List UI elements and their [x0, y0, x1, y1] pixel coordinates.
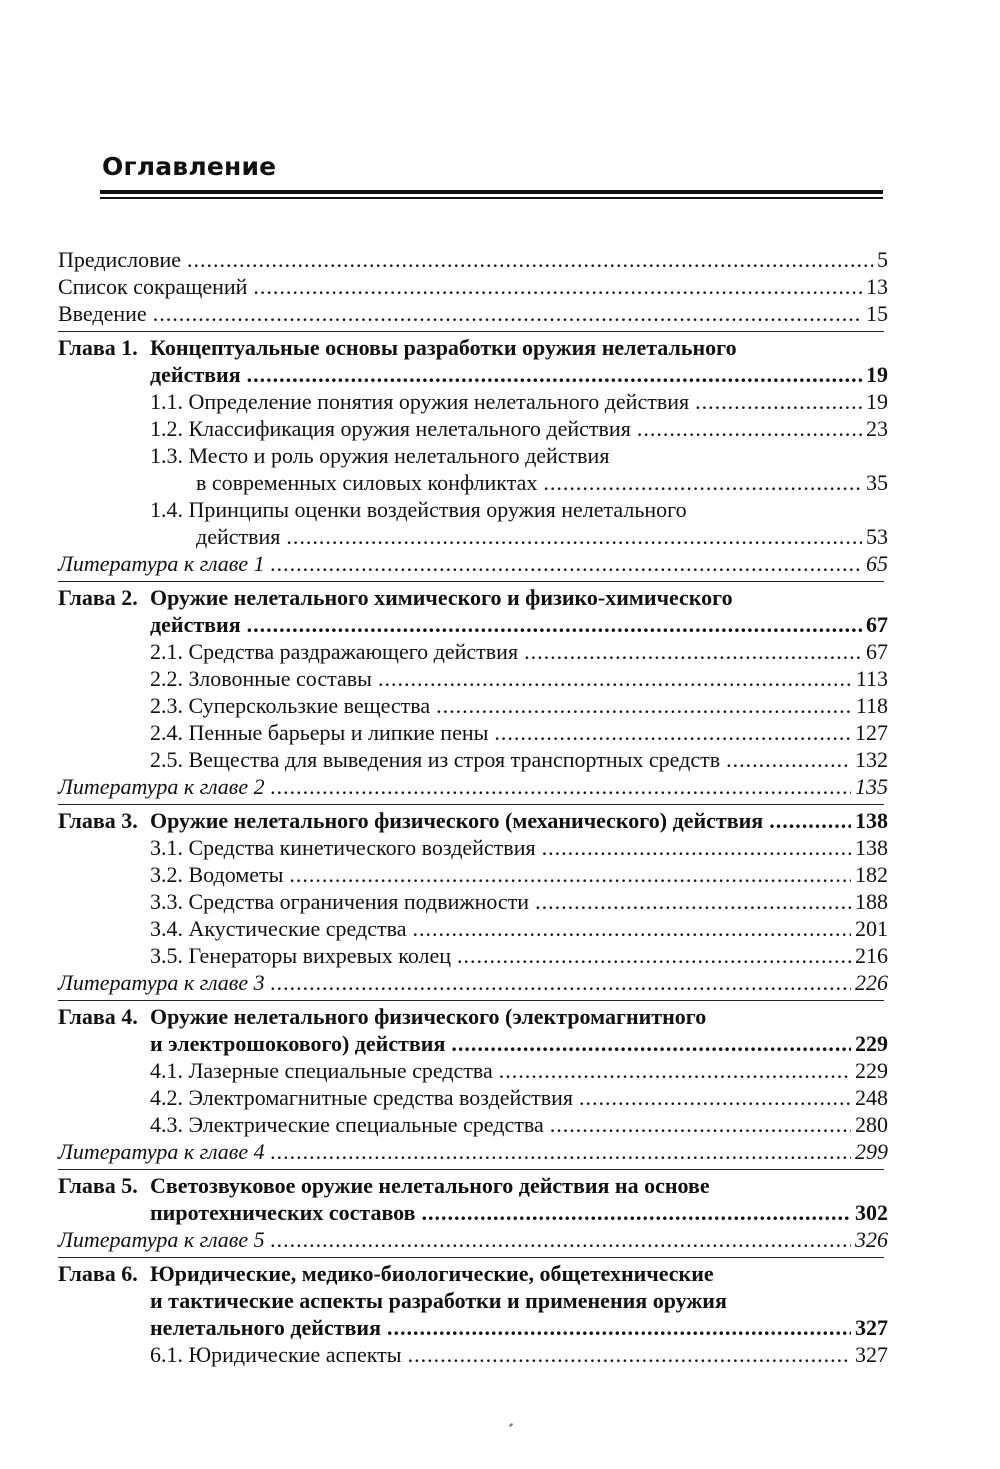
toc-entry: [58, 273, 888, 300]
dot-leader: [542, 834, 851, 861]
section-entry: [150, 1111, 888, 1138]
chapter-divider: [58, 581, 884, 582]
chapter-label: Глава 6.: [58, 1261, 138, 1286]
dot-leader: [289, 861, 851, 888]
section-entry-page: 216: [855, 943, 888, 968]
chapter-title-text: действия: [150, 362, 241, 387]
chapter-title: [150, 807, 888, 834]
dot-leader: [387, 1314, 851, 1341]
section-entry: [150, 915, 888, 942]
section-entry-text: 2.4. Пенные барьеры и липкие пены: [150, 720, 489, 745]
section-entry: [150, 692, 888, 719]
literature-entry-text: Литература к главе 3: [58, 970, 265, 995]
section-entry-page: 280: [855, 1112, 888, 1137]
toc-entry-text: Введение: [58, 301, 147, 326]
section-entry: [150, 638, 888, 665]
chapter-label: Глава 3.: [58, 808, 138, 833]
dot-leader: [524, 638, 862, 665]
dot-leader: [499, 1057, 851, 1084]
section-entry: [196, 523, 888, 550]
dot-leader: [494, 719, 851, 746]
dot-leader: [271, 550, 862, 577]
chapter-label: Глава 5.: [58, 1173, 138, 1198]
chapter-title-text: действия: [150, 612, 241, 637]
dot-leader: [550, 1111, 851, 1138]
dot-leader: [535, 888, 851, 915]
dot-leader: [436, 692, 852, 719]
chapter-label: Глава 4.: [58, 1004, 138, 1029]
section-entry-page: 127: [855, 720, 888, 745]
section-entry-page: 229: [855, 1058, 888, 1083]
section-entry: [150, 746, 888, 773]
dot-leader: [422, 1199, 851, 1226]
chapter-title-text: и электрошокового) действия: [150, 1031, 446, 1056]
section-title-line: 1.3. Место и роль оружия нелетального действия: [150, 443, 610, 468]
section-entry-page: 132: [855, 747, 888, 772]
literature-entry-page: 226: [855, 970, 888, 995]
section-entry-text: 4.3. Электрические специальные средства: [150, 1112, 544, 1137]
chapter-title: [150, 1314, 888, 1341]
chapter-title-line: Оружие нелетального физического (электромагнитного: [150, 1004, 707, 1029]
dot-leader: [451, 1030, 851, 1057]
chapter-divider: [58, 331, 884, 332]
literature-entry: [58, 550, 888, 577]
dot-leader: [579, 1084, 851, 1111]
chapter-title-page: 302: [855, 1200, 888, 1225]
section-entry-text: 6.1. Юридические аспекты: [150, 1342, 402, 1367]
section-entry-text: 4.2. Электромагнитные средства воздействия: [150, 1085, 573, 1110]
section-entry-page: 23: [866, 416, 888, 441]
dot-leader: [247, 361, 862, 388]
dot-leader: [408, 1341, 851, 1368]
dot-leader: [247, 611, 862, 638]
dot-leader: [153, 300, 862, 327]
section-entry: [150, 1057, 888, 1084]
section-entry: [150, 834, 888, 861]
page-title: Оглавление: [102, 152, 277, 181]
section-entry-page: 19: [866, 389, 888, 414]
chapter-title: [150, 1199, 888, 1226]
section-entry-text: 2.2. Зловонные составы: [150, 666, 372, 691]
section-entry-page: 201: [855, 916, 888, 941]
literature-entry-page: 299: [855, 1139, 888, 1164]
chapter-title-text: нелетального действия: [150, 1315, 382, 1340]
dot-leader: [286, 523, 862, 550]
section-entry-page: 35: [866, 470, 888, 495]
section-entry-page: 138: [855, 835, 888, 860]
chapter-divider: [58, 1257, 884, 1258]
section-entry-page: 53: [866, 524, 888, 549]
toc-entry-text: Список сокращений: [58, 274, 248, 299]
section-entry-text: 3.5. Генераторы вихревых колец: [150, 943, 452, 968]
dot-leader: [271, 1226, 851, 1253]
section-entry: [150, 388, 888, 415]
toc-entry-page: 13: [866, 274, 888, 299]
literature-entry: [58, 1226, 888, 1253]
dot-leader: [412, 915, 851, 942]
section-entry: [150, 861, 888, 888]
literature-entry-page: 326: [855, 1227, 888, 1252]
toc-entry: [58, 246, 888, 273]
section-title-line: 1.4. Принципы оценки воздействия оружия нелетального: [150, 497, 687, 522]
dot-leader: [543, 469, 862, 496]
toc-entry-text: Предисловие: [58, 247, 181, 272]
section-entry-page: 67: [866, 639, 888, 664]
dot-leader: [378, 665, 852, 692]
section-entry-page: 327: [855, 1342, 888, 1367]
section-entry-text: 4.1. Лазерные специальные средства: [150, 1058, 493, 1083]
chapter-title-line: Концептуальные основы разработки оружия нелетального: [150, 335, 737, 360]
chapter-title-text: Оружие нелетального физического (механического) действия: [150, 808, 764, 833]
toc-entry: [58, 300, 888, 327]
section-entry-page: 113: [855, 666, 888, 691]
literature-entry-page: 135: [855, 774, 888, 799]
chapter-label: Глава 1.: [58, 335, 138, 360]
chapter-title: [150, 361, 888, 388]
dot-leader: [769, 807, 851, 834]
section-entry: [150, 1084, 888, 1111]
dot-leader: [695, 388, 862, 415]
section-entry: [196, 469, 888, 496]
toc-entry-page: 15: [866, 301, 888, 326]
section-entry: [150, 942, 888, 969]
dot-leader: [271, 1138, 851, 1165]
chapter-title-page: 138: [855, 808, 888, 833]
section-entry: [150, 415, 888, 442]
dot-leader: [271, 773, 851, 800]
dot-leader: [637, 415, 862, 442]
literature-entry-text: Литература к главе 5: [58, 1227, 265, 1252]
chapter-divider: [58, 1169, 884, 1170]
section-entry-text: 2.1. Средства раздражающего действия: [150, 639, 519, 664]
section-entry-text: 2.3. Суперскользкие вещества: [150, 693, 431, 718]
dot-leader: [726, 746, 851, 773]
section-entry-text: 3.1. Средства кинетического воздействия: [150, 835, 536, 860]
literature-entry: [58, 773, 888, 800]
chapter-title-line: Юридические, медико-биологические, общетехнические: [150, 1261, 714, 1286]
section-entry-text: действия: [196, 524, 281, 549]
section-entry-page: 182: [855, 862, 888, 887]
dot-leader: [271, 969, 851, 996]
literature-entry-text: Литература к главе 4: [58, 1139, 265, 1164]
section-entry: [150, 719, 888, 746]
chapter-divider: [58, 804, 884, 805]
section-entry-text: 3.4. Акустические средства: [150, 916, 407, 941]
section-entry-text: 1.1. Определение понятия оружия нелетального действия: [150, 389, 690, 414]
section-entry-page: 118: [855, 693, 888, 718]
chapter-title-page: 67: [866, 612, 888, 637]
chapter-title-page: 327: [855, 1315, 888, 1340]
chapter-title-line: и тактические аспекты разработки и применения оружия: [150, 1288, 727, 1313]
dot-leader: [457, 942, 851, 969]
literature-entry: [58, 1138, 888, 1165]
chapter-label: Глава 2.: [58, 585, 138, 610]
chapter-title-page: 229: [855, 1031, 888, 1056]
section-entry-text: 3.3. Средства ограничения подвижности: [150, 889, 530, 914]
section-entry-page: 248: [855, 1085, 888, 1110]
literature-entry: [58, 969, 888, 996]
section-entry: [150, 1341, 888, 1368]
literature-entry-text: Литература к главе 1: [58, 551, 265, 576]
chapter-title-text: пиротехнических составов: [150, 1200, 416, 1225]
section-entry-page: 188: [855, 889, 888, 914]
dot-leader: [187, 246, 873, 273]
chapter-title: [150, 611, 888, 638]
section-entry-text: 2.5. Вещества для выведения из строя транспортных средств: [150, 747, 721, 772]
section-entry-text: 3.2. Водометы: [150, 862, 284, 887]
section-entry: [150, 665, 888, 692]
chapter-title-page: 19: [866, 362, 888, 387]
literature-entry-text: Литература к главе 2: [58, 774, 265, 799]
section-entry: [150, 888, 888, 915]
section-entry-text: в современных силовых конфликтах: [196, 470, 538, 495]
dot-leader: [253, 273, 862, 300]
literature-entry-page: 65: [866, 551, 888, 576]
chapter-divider: [58, 1000, 884, 1001]
chapter-title-line: Светозвуковое оружие нелетального действия на основе: [150, 1173, 710, 1198]
chapter-title-line: Оружие нелетального химического и физико-химического: [150, 585, 733, 610]
chapter-title: [150, 1030, 888, 1057]
section-entry-text: 1.2. Классификация оружия нелетального действия: [150, 416, 631, 441]
toc-entry-page: 5: [877, 247, 888, 272]
